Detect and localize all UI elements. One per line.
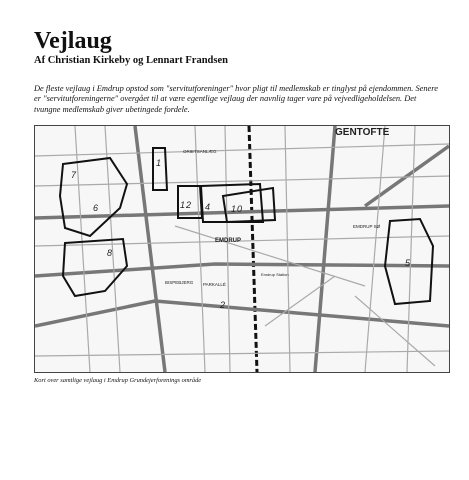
place-label-emdrup: EMDRUP <box>215 238 242 244</box>
article-byline: Af Christian Kirkeby og Lennart Frandsen <box>34 55 228 66</box>
vejlaug-map <box>34 125 450 373</box>
place-label-gentofte: GENTOFTE <box>335 127 390 138</box>
place-label-parkalle: PARKALLÉ <box>203 282 226 287</box>
place-label-orietsanlaeg: ORIETSANLÆG <box>183 149 217 154</box>
article-intro: De fleste vejlaug i Emdrup opstod som "servitutforeninger" hvor pligt til medlemskab er tinglyst på ejendommen. Senere er "servitutforeningerne" overgået til at være egentlige vejlaug der navnlig tager vare på vejvedligeholdelsen. Det tvungne medlemskab giver ubetingede fordele. <box>34 84 438 114</box>
area-number: 6 <box>93 203 99 213</box>
place-label-station: Emdrup Station <box>261 272 289 277</box>
area-number: 0 <box>237 204 243 214</box>
area-number: 1 <box>156 158 162 168</box>
area-number: 8 <box>107 248 113 258</box>
area-number: 7 <box>71 170 77 180</box>
street-map-drawing <box>35 126 449 372</box>
area-number: 1 <box>231 204 237 214</box>
area-number: 2 <box>186 200 192 210</box>
map-caption: Kort over samtlige vejlaug i Emdrup Grundejerforenings område <box>34 377 202 384</box>
area-number: 5 <box>405 258 411 268</box>
place-label-bispebjerg: BISPEBJERG <box>165 280 194 285</box>
article-title: Vejlaug <box>34 28 112 54</box>
area-number: 1 <box>180 200 186 210</box>
place-label-emdrup-so: EMDRUP SØ <box>353 224 381 229</box>
area-number: 2 <box>220 300 226 310</box>
area-number: 4 <box>205 202 211 212</box>
